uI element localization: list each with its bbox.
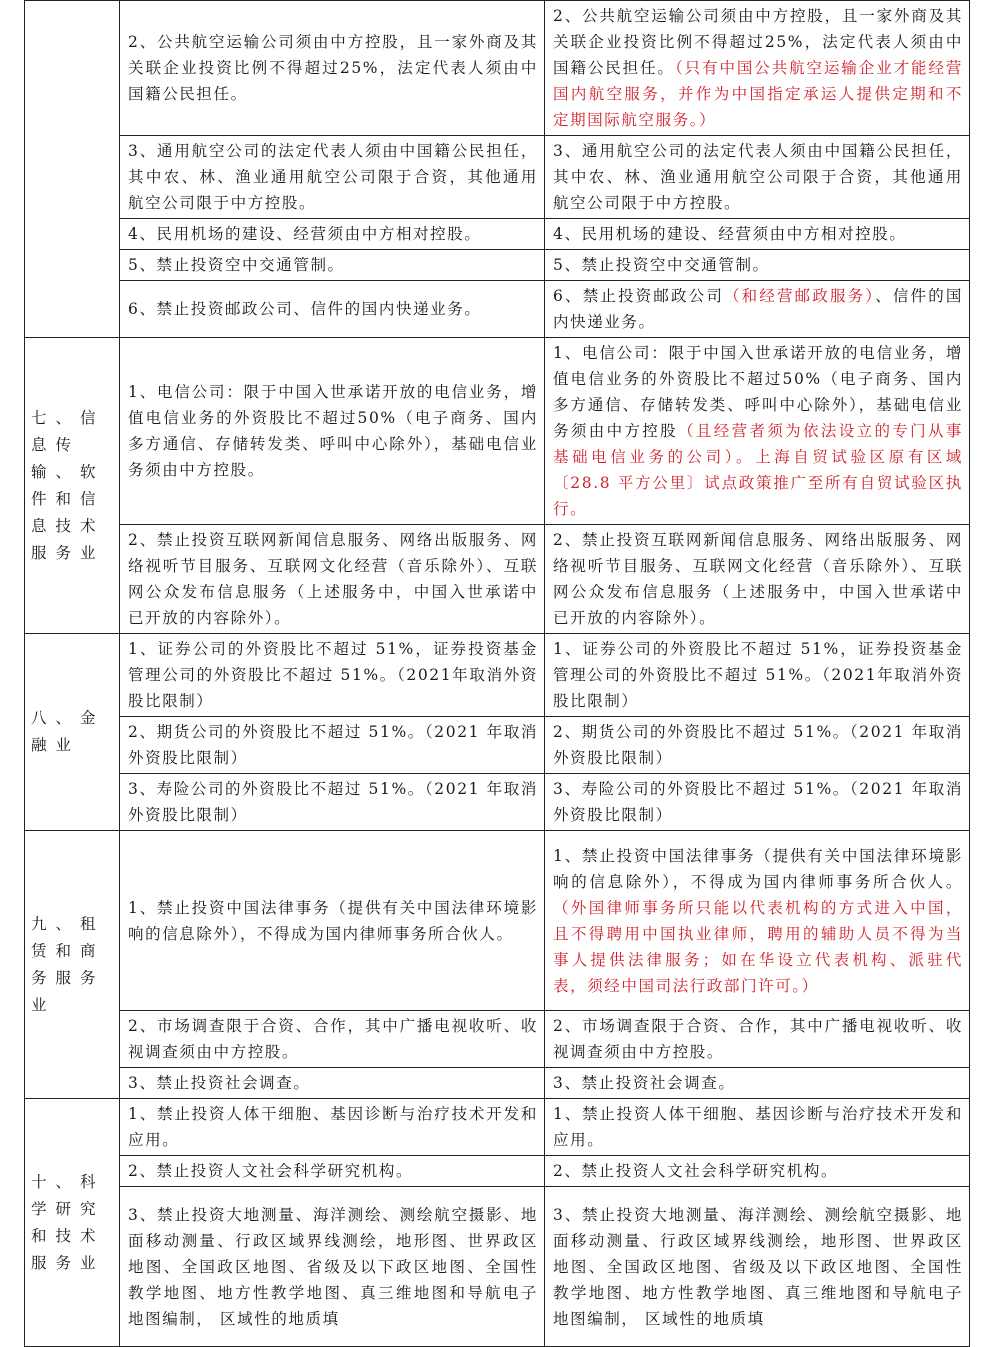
left-cell: 5、禁止投资空中交通管制。 [120,250,545,281]
right-text: 5、禁止投资空中交通管制。 [553,256,770,274]
right-tail: 、信件的国内快递业务。 [553,287,963,331]
category-cell: 七、信息传输、软件和信息技术服务业 [25,338,120,634]
right-cell [545,525,970,634]
table-row [25,1,970,136]
left-cell: 2、公共航空运输公司须由中方控股，且一家外商及其关联企业投资比例不得超过25%，法定代表人须由中国籍公民担任。 [120,1,545,136]
right-cell [545,1099,970,1156]
table-row [25,338,970,525]
table-row [25,634,970,717]
right-cell [545,831,970,1011]
left-cell: 3、禁止投资社会调查。 [120,1068,545,1099]
category-cell: 八、金融业 [25,634,120,831]
table-row [25,136,970,219]
right-highlight: （外国律师事务所只能以代表机构的方式进入中国， 且不得聘用中国执业律师，聘用的辅助人员不得为当事人提供法律服务；如在华设立代表机构、派驻代表，须经中国司法行政部门许可。） [553,898,963,995]
table-row [25,1099,970,1156]
right-cell [545,717,970,774]
category-cell: 九、租赁和商务服务业 [25,831,120,1099]
right-cell [545,774,970,831]
right-highlight: （且经营者须为依法设立的专门从事基础电信业务的公司）。上海自贸试验区原有区域〔28.8 平方公里〕试点政策推广至所有自贸试验区执行。 [553,422,963,518]
table-row [25,281,970,338]
left-cell: 6、禁止投资邮政公司、信件的国内快递业务。 [120,281,545,338]
left-cell: 3、寿险公司的外资股比不超过 51%。（2021 年取消外资股比限制） [120,774,545,831]
right-text: 3、通用航空公司的法定代表人须由中国籍公民担任，其中农、林、渔业通用航空公司限于合资，其他通用航空公司限于中方控股。 [553,142,963,212]
right-text: 4、民用机场的建设、经营须由中方相对控股。 [553,225,907,243]
left-cell: 2、禁止投资人文社会科学研究机构。 [120,1156,545,1187]
right-text: 1、禁止投资中国法律事务（提供有关中国法律环境影响的信息除外），不得成为国内律师事务所合伙人。 [553,846,963,891]
right-text: 3、禁止投资社会调查。 [553,1074,736,1092]
comparison-table [24,0,970,1347]
right-text: 6、禁止投资邮政公司 [553,287,724,305]
left-cell: 1、禁止投资人体干细胞、基因诊断与治疗技术开发和应用。 [120,1099,545,1156]
table-row [25,717,970,774]
right-text: 2、禁止投资互联网新闻信息服务、网络出版服务、网络视听节目服务、互联网文化经营（音乐除外）、互联网公众发布信息服务（上述服务中，中国入世承诺中已开放的内容除外）。 [553,531,963,627]
right-highlight: （只有中国公共航空运输企业才能经营国内航空服务，并作为中国指定承运人提供定期和不定期国际航空服务。） [553,59,963,129]
left-cell: 1、电信公司：限于中国入世承诺开放的电信业务，增值电信业务的外资股比不超过50%（电子商务、国内多方通信、存储转发类、呼叫中心除外），基础电信业务须由中方控股。 [120,338,545,525]
category-cell [25,1,120,338]
right-cell [545,136,970,219]
left-cell: 3、通用航空公司的法定代表人须由中国籍公民担任，其中农、林、渔业通用航空公司限于合资，其他通用航空公司限于中方控股。 [120,136,545,219]
right-cell [545,1,970,136]
right-text: 2、市场调查限于合资、合作，其中广播电视收听、收视调查须由中方控股。 [553,1017,963,1061]
left-cell: 3、禁止投资大地测量、海洋测绘、测绘航空摄影、地面移动测量、行政区域界线测绘，地形图、世界政区地图、全国政区地图、省级及以下政区地图、全国性教学地图、地方性教学地图、真三维地图和导航电子地图编制， 区域性的地质填 [120,1187,545,1347]
left-cell: 4、民用机场的建设、经营须由中方相对控股。 [120,219,545,250]
table-row [25,250,970,281]
category-cell: 十、科学研究和技术服务业 [25,1099,120,1347]
left-cell: 1、证券公司的外资股比不超过 51%，证券投资基金管理公司的外资股比不超过 51%。（2021年取消外资股比限制） [120,634,545,717]
table-row [25,1187,970,1347]
right-text: 1、电信公司：限于中国入世承诺开放的电信业务，增值电信业务的外资股比不超过50%（电子商务、国内多方通信、存储转发类、呼叫中心除外），基础电信业务须由中方控股 [553,344,963,440]
right-cell [545,1068,970,1099]
table-row [25,1011,970,1068]
right-text: 1、禁止投资人体干细胞、基因诊断与治疗技术开发和应用。 [553,1105,963,1149]
table-row [25,1156,970,1187]
table-row [25,831,970,1011]
table-row [25,774,970,831]
right-cell [545,338,970,525]
right-text: 3、寿险公司的外资股比不超过 51%。（2021 年取消外资股比限制） [553,780,963,824]
left-cell: 2、市场调查限于合资、合作，其中广播电视收听、收视调查须由中方控股。 [120,1011,545,1068]
right-cell [545,281,970,338]
table-body [25,1,970,1347]
right-text: 2、禁止投资人文社会科学研究机构。 [553,1162,839,1180]
right-text: 2、公共航空运输公司须由中方控股，且一家外商及其关联企业投资比例不得超过25%，法定代表人须由中国籍公民担任。 [553,7,963,77]
right-cell [545,219,970,250]
right-highlight: （和经营邮政服务） [724,287,876,305]
table-row [25,1068,970,1099]
right-cell [545,1187,970,1347]
right-text: 2、期货公司的外资股比不超过 51%。（2021 年取消外资股比限制） [553,723,963,767]
right-text: 3、禁止投资大地测量、海洋测绘、测绘航空摄影、地面移动测量、行政区域界线测绘，地形图、世界政区地图、全国政区地图、省级及以下政区地图、全国性教学地图、地方性教学地图、真三维地图和导航电子地图编制， 区域性的地质填 [553,1205,963,1328]
right-cell [545,1011,970,1068]
left-cell: 2、期货公司的外资股比不超过 51%。（2021 年取消外资股比限制） [120,717,545,774]
right-cell [545,634,970,717]
left-cell: 1、禁止投资中国法律事务（提供有关中国法律环境影响的信息除外），不得成为国内律师事务所合伙人。 [120,831,545,1011]
left-cell: 2、禁止投资互联网新闻信息服务、网络出版服务、网络视听节目服务、互联网文化经营（音乐除外）、互联网公众发布信息服务（上述服务中，中国入世承诺中已开放的内容除外）。 [120,525,545,634]
table-row [25,219,970,250]
right-cell [545,250,970,281]
right-text: 1、证券公司的外资股比不超过 51%，证券投资基金管理公司的外资股比不超过 51%。（2021年取消外资股比限制） [553,640,963,710]
table-row [25,525,970,634]
right-cell [545,1156,970,1187]
